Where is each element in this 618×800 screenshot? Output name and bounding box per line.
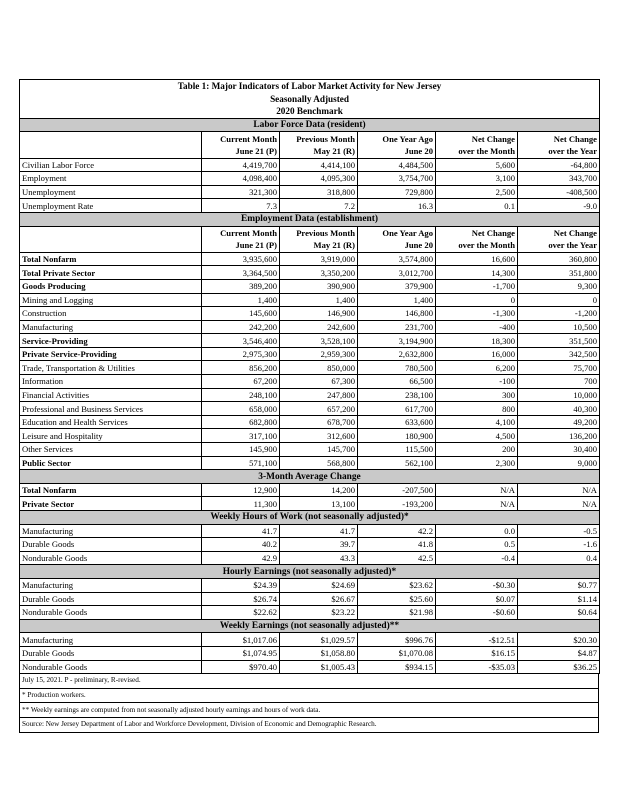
row-value: $24.69 [280,578,358,592]
table-row [20,334,600,348]
column-header: One Year Ago [358,132,436,145]
row-value: 145,600 [202,307,280,321]
row-value: 145,700 [280,443,358,457]
row-value: $996.76 [358,633,436,647]
row-value: 18,300 [436,334,518,348]
row-value: 14,200 [280,483,358,497]
footnote: Source: New Jersey Department of Labor and Workforce Development, Division of Economic and Demographic Research. [20,717,599,732]
row-label: Professional and Business Services [20,402,202,416]
row-value: -207,500 [358,483,436,497]
column-header: over the Month [436,239,518,252]
row-value: -1.6 [518,538,600,552]
row-value: 800 [436,402,518,416]
row-value: 4,414,100 [280,158,358,172]
column-header: Previous Month [280,132,358,145]
table-row [20,320,600,334]
row-value: 9,300 [518,279,600,293]
row-label: Durable Goods [20,538,202,552]
row-value: 4,100 [436,415,518,429]
row-value: 1,400 [280,293,358,307]
row-value: 317,100 [202,429,280,443]
table-row [20,347,600,361]
row-value: 7.2 [280,199,358,213]
row-value: $1,029.57 [280,633,358,647]
row-value: -$0.60 [436,606,518,620]
row-value: $36.25 [518,660,600,674]
table-row [20,361,600,375]
row-value: 4,419,700 [202,158,280,172]
table-row [20,606,600,620]
row-value: $0.07 [436,592,518,606]
table-title: Table 1: Major Indicators of Labor Market Activity for New Jersey [20,80,600,93]
row-value: 248,100 [202,388,280,402]
row-label: Nondurable Goods [20,660,202,674]
row-value: 700 [518,375,600,389]
row-label: Construction [20,307,202,321]
row-value: 9,000 [518,456,600,470]
table-row [20,266,600,280]
row-value: 3,350,200 [280,266,358,280]
row-label: Durable Goods [20,646,202,660]
row-label: Other Services [20,443,202,457]
row-value: $0.64 [518,606,600,620]
row-value: -193,200 [358,497,436,511]
benchmark-row [20,105,600,118]
row-value: 30,400 [518,443,600,457]
row-value: $970.40 [202,660,280,674]
column-header-blank [20,132,202,145]
row-value: 312,600 [280,429,358,443]
table-row [20,158,600,172]
row-label: Service-Providing [20,334,202,348]
row-label: Private Service-Providing [20,347,202,361]
row-value: 42.9 [202,551,280,565]
section-header [20,619,600,633]
row-value: 351,800 [518,266,600,280]
column-header: Net Change [518,226,600,239]
column-header-blank [20,226,202,239]
section-header [20,511,600,525]
section-title: Employment Data (establishment) [20,212,600,226]
row-value: 682,800 [202,415,280,429]
footnote: * Production workers. [20,688,599,703]
row-value: 43.3 [280,551,358,565]
table-row [20,660,600,674]
row-value: 3,935,600 [202,252,280,266]
footnote: ** Weekly earnings are computed from not seasonally adjusted hourly earnings and hours of work data. [20,703,599,718]
row-value: $1.14 [518,592,600,606]
row-value: $16.15 [436,646,518,660]
row-value: $1,017.06 [202,633,280,647]
row-value: 42.2 [358,524,436,538]
table-row [20,402,600,416]
row-value: 617,700 [358,402,436,416]
table-row [20,578,600,592]
section-title: Weekly Hours of Work (not seasonally adjusted)* [20,511,600,525]
footnote-row [20,717,599,732]
section-title: 3-Month Average Change [20,470,600,484]
column-header: Net Change [518,132,600,145]
column-header-row [20,145,600,158]
row-label: Manufacturing [20,578,202,592]
row-value: 360,800 [518,252,600,266]
row-value: 633,600 [358,415,436,429]
row-value: -0.5 [518,524,600,538]
column-header: over the Year [518,145,600,158]
row-value: -1,700 [436,279,518,293]
section-title: Hourly Earnings (not seasonally adjusted)* [20,565,600,579]
column-header: May 21 (R) [280,239,358,252]
row-value: $934.15 [358,660,436,674]
column-header: One Year Ago [358,226,436,239]
row-value: 2,632,800 [358,347,436,361]
indicators-table [19,79,600,674]
column-header: over the Month [436,145,518,158]
row-value: 146,900 [280,307,358,321]
table-row [20,415,600,429]
row-value: 145,900 [202,443,280,457]
row-value: 13,100 [280,497,358,511]
row-value: 1,400 [202,293,280,307]
row-value: $25.60 [358,592,436,606]
row-label: Goods Producing [20,279,202,293]
row-value: 16,000 [436,347,518,361]
row-value: 41.8 [358,538,436,552]
row-label: Total Private Sector [20,266,202,280]
row-label: Unemployment Rate [20,199,202,213]
row-label: Manufacturing [20,633,202,647]
row-value: 10,500 [518,320,600,334]
column-header: Current Month [202,226,280,239]
table-row [20,375,600,389]
row-value: 3,194,900 [358,334,436,348]
table-row [20,185,600,199]
column-header-row [20,226,600,239]
table-row [20,646,600,660]
table-row [20,538,600,552]
row-label: Private Sector [20,497,202,511]
row-label: Education and Health Services [20,415,202,429]
row-value: 14,300 [436,266,518,280]
row-value: 200 [436,443,518,457]
row-value: 136,200 [518,429,600,443]
row-label: Information [20,375,202,389]
section-title: Weekly Earnings (not seasonally adjusted)** [20,619,600,633]
footnote: July 15, 2021. P - preliminary, R-revised. [20,674,599,688]
section-header [20,212,600,226]
row-value: 12,900 [202,483,280,497]
row-value: 3,919,000 [280,252,358,266]
row-value: N/A [436,497,518,511]
table-subtitle: Seasonally Adjusted [270,93,349,104]
column-header: June 21 (P) [202,145,280,158]
row-value: 3,012,700 [358,266,436,280]
row-label: Nondurable Goods [20,551,202,565]
row-value: $23.62 [358,578,436,592]
row-value: -1,300 [436,307,518,321]
row-value: 3,546,400 [202,334,280,348]
row-value: $26.67 [280,592,358,606]
row-value: 115,500 [358,443,436,457]
row-value: 0.0 [436,524,518,538]
row-value: 4,484,500 [358,158,436,172]
row-value: -$35.03 [436,660,518,674]
column-header-row [20,239,600,252]
table-row [20,252,600,266]
footnote-row [20,703,599,718]
table-row [20,307,600,321]
section-title: Labor Force Data (resident) [20,118,600,132]
row-value: 3,754,700 [358,172,436,186]
row-value: N/A [436,483,518,497]
column-header: June 20 [358,145,436,158]
column-header: Current Month [202,132,280,145]
column-header: June 20 [358,239,436,252]
row-value: -9.0 [518,199,600,213]
column-header-row [20,132,600,145]
row-label: Unemployment [20,185,202,199]
row-value: $1,070.08 [358,646,436,660]
row-value: 67,200 [202,375,280,389]
row-value: 0 [436,293,518,307]
row-value: 321,300 [202,185,280,199]
row-value: -64,800 [518,158,600,172]
row-value: N/A [518,483,600,497]
row-value: 0 [518,293,600,307]
row-value: 0.4 [518,551,600,565]
row-value: 0.1 [436,199,518,213]
table-row [20,497,600,511]
row-value: -408,500 [518,185,600,199]
row-value: 146,800 [358,307,436,321]
row-value: 16,600 [436,252,518,266]
row-value: 342,500 [518,347,600,361]
row-value: 242,200 [202,320,280,334]
row-label: Financial Activities [20,388,202,402]
row-label: Durable Goods [20,592,202,606]
row-value: $23.22 [280,606,358,620]
row-value: $1,005.43 [280,660,358,674]
row-value: -$12.51 [436,633,518,647]
row-label: Manufacturing [20,524,202,538]
row-value: 1,400 [358,293,436,307]
row-value: 7.3 [202,199,280,213]
row-value: 11,300 [202,497,280,511]
row-value: 850,000 [280,361,358,375]
row-value: 351,500 [518,334,600,348]
column-header: Net Change [436,226,518,239]
table-row [20,429,600,443]
table-row [20,633,600,647]
row-value: $24.39 [202,578,280,592]
section-header [20,118,600,132]
row-value: 40,300 [518,402,600,416]
row-value: 389,200 [202,279,280,293]
row-value: $0.77 [518,578,600,592]
footnote-row [20,674,599,688]
row-value: 300 [436,388,518,402]
row-label: Civilian Labor Force [20,158,202,172]
title-row [20,80,600,93]
row-value: 10,000 [518,388,600,402]
row-value: 4,500 [436,429,518,443]
row-label: Employment [20,172,202,186]
row-label: Mining and Logging [20,293,202,307]
row-value: 6,200 [436,361,518,375]
row-value: 2,975,300 [202,347,280,361]
row-value: 247,800 [280,388,358,402]
row-label: Manufacturing [20,320,202,334]
row-value: 66,500 [358,375,436,389]
row-value: 2,959,300 [280,347,358,361]
row-value: $1,074.95 [202,646,280,660]
row-value: 780,500 [358,361,436,375]
row-value: 41.7 [202,524,280,538]
table-row [20,524,600,538]
row-value: 242,600 [280,320,358,334]
table-benchmark: 2020 Benchmark [276,106,343,117]
section-header [20,565,600,579]
row-value: $4.87 [518,646,600,660]
row-label: Trade, Transportation & Utilities [20,361,202,375]
row-value: 5,600 [436,158,518,172]
row-value: 657,200 [280,402,358,416]
row-value: 318,800 [280,185,358,199]
table-row [20,483,600,497]
row-value: 180,900 [358,429,436,443]
row-value: 658,000 [202,402,280,416]
column-header-blank [20,239,202,252]
column-header: over the Year [518,239,600,252]
row-value: 568,800 [280,456,358,470]
row-value: 16.3 [358,199,436,213]
row-value: 379,900 [358,279,436,293]
row-value: 856,200 [202,361,280,375]
row-label: Total Nonfarm [20,252,202,266]
row-value: 40.2 [202,538,280,552]
row-value: 390,900 [280,279,358,293]
row-value: 3,100 [436,172,518,186]
table-row [20,388,600,402]
row-value: 238,100 [358,388,436,402]
column-header: June 21 (P) [202,239,280,252]
row-value: 39.7 [280,538,358,552]
table-row [20,293,600,307]
row-value: -100 [436,375,518,389]
section-header [20,470,600,484]
table-row [20,551,600,565]
row-value: 3,574,800 [358,252,436,266]
row-value: -1,200 [518,307,600,321]
row-value: 75,700 [518,361,600,375]
row-value: $20.30 [518,633,600,647]
column-header: Net Change [436,132,518,145]
row-value: N/A [518,497,600,511]
labor-market-report [19,79,599,733]
table-row [20,172,600,186]
table-row [20,456,600,470]
row-value: 678,700 [280,415,358,429]
footnotes [19,674,599,732]
column-header: May 21 (R) [280,145,358,158]
row-value: 2,500 [436,185,518,199]
row-value: -400 [436,320,518,334]
row-value: $1,058.80 [280,646,358,660]
row-value: 67,300 [280,375,358,389]
row-value: 343,700 [518,172,600,186]
row-value: 231,700 [358,320,436,334]
row-value: 4,095,300 [280,172,358,186]
row-value: 562,100 [358,456,436,470]
row-value: 49,200 [518,415,600,429]
row-label: Leisure and Hospitality [20,429,202,443]
row-label: Public Sector [20,456,202,470]
row-value: $21.98 [358,606,436,620]
table-row [20,199,600,213]
row-value: $22.62 [202,606,280,620]
column-header: Previous Month [280,226,358,239]
column-header-blank [20,145,202,158]
table-row [20,443,600,457]
footnote-row [20,688,599,703]
row-value: 0.5 [436,538,518,552]
row-value: 4,098,400 [202,172,280,186]
row-value: 3,528,100 [280,334,358,348]
row-value: $26.74 [202,592,280,606]
row-value: 729,800 [358,185,436,199]
row-label: Total Nonfarm [20,483,202,497]
row-value: 42.5 [358,551,436,565]
row-value: 3,364,500 [202,266,280,280]
row-value: 571,100 [202,456,280,470]
row-value: 41.7 [280,524,358,538]
row-value: 2,300 [436,456,518,470]
row-label: Nondurable Goods [20,606,202,620]
subtitle-row [20,93,600,106]
table-row [20,592,600,606]
table-row [20,279,600,293]
row-value: -0.4 [436,551,518,565]
row-value: -$0.30 [436,578,518,592]
